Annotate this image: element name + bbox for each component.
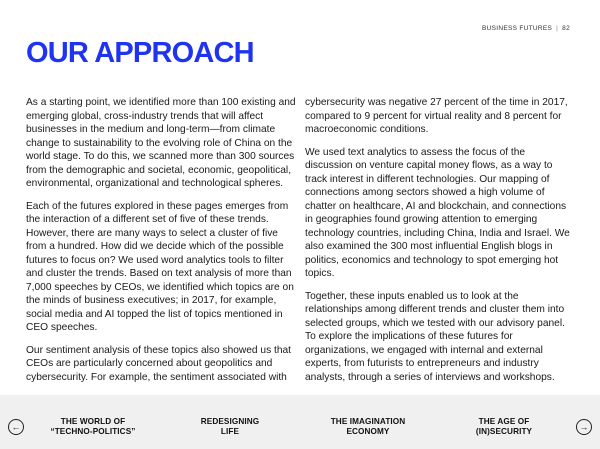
nav-link-line: LIFE (220, 426, 240, 436)
paragraph: As a starting point, we identified more than 100 existing and emerging global, cross-industry trends that will affect businesses in the medium and long-term—from climate change to sustainability to the evolving role of China on the world stage. To do this, we scanned more than 300 sources from the demographic and societal, economic, geopolitical, environmental, organizational and technological spheres. (26, 97, 296, 189)
nav-link-imagination-economy[interactable] (313, 417, 423, 436)
paragraph: cybersecurity was negative 27 percent of the time in 2017, compared to 9 percent for virtual reality and 8 percent for macroeconomic conditions. (305, 97, 568, 135)
nav-link-techno-politics[interactable] (38, 417, 148, 436)
nav-link-redesigning-life[interactable] (175, 417, 285, 436)
paragraph: Together, these inputs enabled us to look at the relationships among different trends and cluster them into selected groups, which we tested with our advisory panel. To explore the implications of these futures for organizations, we engaged with internal and external experts, from futurists to entrepreneurs and industry analysts, through a series of interviews and workshops. (305, 290, 565, 383)
arrow-right-icon[interactable]: → (576, 419, 592, 435)
nav-link-line: ECONOMY (346, 426, 390, 436)
nav-link-line: THE WORLD OF (60, 417, 126, 426)
left-column (26, 96, 296, 393)
arrow-left-icon[interactable]: ← (8, 419, 24, 435)
footer-nav (0, 395, 600, 449)
page-header (482, 25, 570, 32)
paragraph: Each of the futures explored in these pages emerges from the interaction of a different set of five of these trends. However, there are many ways to select a cluster of five from a hundred. How did we decide which of the possible futures to focus on? We used word analytics tools to filter and cluster the trends. Based on text analysis of more than 7,000 speeches by CEOs, we identified which topics are on the minds of business executives; in 2017, for example, social media and AI topped the list of topics mentioned in CEO speeches. (26, 200, 294, 333)
nav-link-line: THE IMAGINATION (330, 417, 406, 426)
nav-link-line: “TECHNO-POLITICS” (50, 426, 136, 436)
right-column (305, 96, 575, 393)
section-label: BUSINESS FUTURES (481, 25, 553, 32)
nav-link-line: THE AGE OF (478, 417, 530, 426)
page-title: OUR APPROACH (26, 37, 254, 69)
nav-link-age-of-insecurity[interactable] (449, 417, 559, 436)
paragraph: Our sentiment analysis of these topics also showed us that CEOs are particularly concerned about geopolitics and cybersecurity. For example, the sentiment associated with (26, 344, 292, 383)
paragraph: We used text analytics to assess the focus of the discussion on venture capital money flows, as a way to track interest in different technologies. Our mapping of connections among sectors showed a high volume of chatter on healthcare, AI and blockchain, and connections in geographies found growing attention to emerging technology countries, including China, India and Israel. We also examined the 300 most influential English blogs in politics, economics and technology to spot emerging hot topics. (305, 146, 570, 279)
nav-link-line: REDESIGNING (200, 417, 260, 426)
header-separator: | (556, 25, 559, 32)
page-number: 82 (562, 25, 570, 32)
nav-link-line: (IN)SECURITY (475, 426, 533, 436)
